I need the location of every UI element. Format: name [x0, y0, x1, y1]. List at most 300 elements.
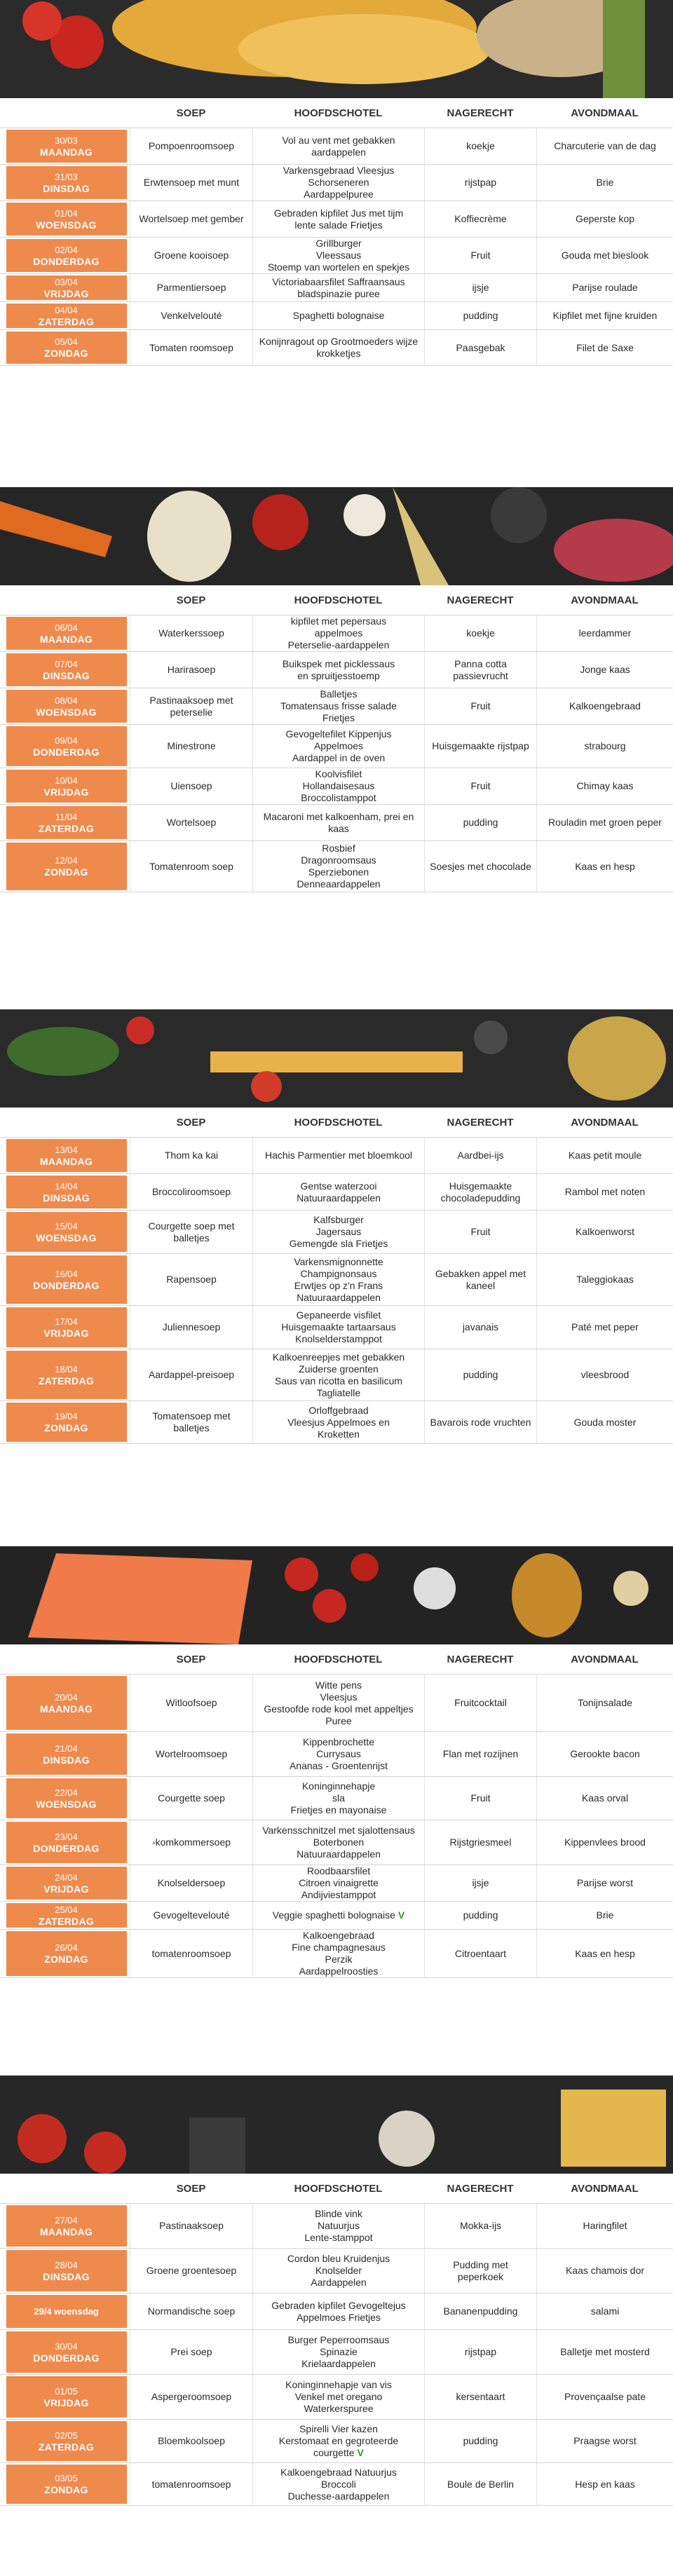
main-dish-text: Aardappelpuree	[304, 189, 374, 200]
main-dish-line	[314, 740, 363, 752]
main-dish-cell	[252, 1306, 424, 1349]
day-date: 12/04	[55, 855, 78, 866]
main-dish-line	[279, 2435, 398, 2447]
dessert-cell: Soesjes met chocolade	[424, 841, 536, 892]
main-dish-line	[274, 207, 403, 219]
main-dish-line	[287, 1417, 390, 1429]
main-dish-line	[299, 1363, 379, 1375]
main-dish-text: courgette	[313, 2447, 355, 2458]
day-name: VRIJDAG	[43, 2397, 89, 2408]
main-header: HOOFDSCHOTEL	[294, 594, 383, 606]
main-dish-text: Citroen vinaigrette	[299, 1877, 379, 1888]
day-cell	[0, 2375, 130, 2419]
main-dish-line	[265, 1150, 412, 1161]
main-dish-text: Macaroni met kalkoenham, prei en kaas	[263, 810, 414, 834]
main-dish-line	[308, 1405, 368, 1417]
main-dish-text: Tomatensaus frisse salade	[280, 700, 397, 711]
main-dish-text: Schorseneren	[308, 177, 369, 188]
food-banner	[0, 1009, 673, 1108]
main-dish-text: Venkel met oregano	[294, 2391, 383, 2402]
main-dish-cell	[252, 1820, 424, 1865]
day-name: DINSDAG	[43, 2270, 90, 2282]
day-name: ZONDAG	[44, 348, 88, 359]
menu-row	[0, 2248, 673, 2293]
evening-header: AVONDMAAL	[571, 107, 639, 119]
main-dish-line	[308, 177, 369, 189]
main-dish-line	[316, 1226, 362, 1238]
main-dish-text: Gevogeltefilet Kippenjus	[285, 728, 392, 740]
soup-cell: -komkommersoep	[130, 1820, 252, 1865]
main-dish-line	[317, 1387, 360, 1399]
day-name: VRIJDAG	[43, 1327, 89, 1339]
menu-row	[0, 840, 673, 892]
day-name: VRIJDAG	[43, 287, 89, 299]
evening-meal-cell: Kaas en hesp	[536, 841, 673, 892]
day-cell	[0, 2330, 130, 2374]
day-name: ZONDAG	[44, 1954, 88, 1965]
main-dish-text: Kalkoengebraad Natuurjus	[280, 2466, 397, 2478]
day-name: MAANDAG	[39, 1155, 93, 1167]
main-dish-text: Victoriabaarsfilet Saffraansaus	[272, 275, 405, 287]
main-dish-text: Champignonsaus	[300, 1267, 377, 1279]
evening-meal-cell: Gouda moster	[536, 1401, 673, 1443]
soup-cell: Aspergeroomsoep	[130, 2375, 252, 2419]
soup-cell: Rapensoep	[130, 1254, 252, 1305]
main-dish-line	[322, 712, 355, 724]
main-dish-line	[257, 811, 420, 835]
main-dish-line	[315, 2265, 362, 2277]
main-dish-text: Koninginnehapje	[301, 1780, 376, 1792]
main-dish-line	[320, 1691, 358, 1703]
main-dish-text: Natuuraardappelen	[297, 1192, 381, 1204]
soup-cell: Pastinaaksoep met peterselie	[130, 688, 252, 724]
day-date: 18/04	[55, 1363, 78, 1375]
evening-meal-cell: Kaas orval	[536, 1777, 673, 1820]
main-dish-cell	[252, 238, 424, 273]
day-date: 15/04	[55, 1220, 78, 1232]
main-dish-text: Witte pens	[315, 1679, 362, 1691]
evening-meal-cell: Kaas chamois dor	[536, 2249, 673, 2293]
day-name: WOENSDAG	[36, 706, 97, 718]
day-date: 05/04	[55, 336, 78, 347]
main-dish-cell	[252, 805, 424, 840]
soup-cell: Groene kooisoep	[130, 238, 252, 273]
main-dish-line	[301, 854, 376, 866]
day-cell	[0, 652, 130, 688]
main-dish-line	[280, 2467, 397, 2479]
soup-cell: Aardappel-preisoep	[130, 1349, 252, 1401]
day-name: DINSDAG	[43, 1754, 90, 1766]
soup-cell: Parmentiersoep	[130, 274, 252, 301]
main-dish-line	[302, 1780, 375, 1792]
main-dish-line	[304, 189, 374, 200]
main-dish-text: Natuuraardappelen	[297, 1848, 381, 1860]
main-dish-line	[307, 1865, 370, 1877]
day-badge	[6, 2331, 127, 2373]
dessert-header: NAGERECHT	[447, 1116, 514, 1129]
dessert-cell: ijsje	[424, 274, 536, 301]
day-cell	[0, 1820, 130, 1865]
main-dish-line	[315, 1679, 362, 1691]
main-dish-text: Huisgemaakte tartaarsaus	[281, 1321, 396, 1333]
food-banner	[0, 1546, 673, 1644]
dessert-cell: Fruit	[424, 1211, 536, 1253]
main-dish-line	[311, 2277, 366, 2289]
main-dish-cell	[252, 725, 424, 768]
header-row	[0, 1108, 673, 1137]
day-date: 17/04	[55, 1316, 78, 1327]
soup-cell: tomatenroomsoep	[130, 1930, 252, 1977]
evening-meal-cell: Haringfilet	[536, 2204, 673, 2248]
day-cell	[0, 2249, 130, 2293]
day-date: 23/04	[55, 1831, 78, 1842]
soup-header: SOEP	[176, 594, 206, 606]
week-table	[0, 1644, 673, 1978]
menu-row	[0, 651, 673, 688]
evening-meal-cell: Filet de Saxe	[536, 330, 673, 365]
day-badge	[6, 239, 127, 272]
day-name: ZATERDAG	[38, 315, 95, 327]
day-date: 03/05	[55, 2473, 78, 2483]
vegetarian-check-icon: V	[357, 2447, 364, 2458]
main-dish-text: Gebraden kipfilet Jus met tijm	[273, 207, 404, 219]
dessert-cell: pudding	[424, 2420, 536, 2462]
main-dish-text: Blinde vink	[315, 2208, 362, 2219]
main-dish-text: sla	[332, 1792, 345, 1804]
dessert-header: NAGERECHT	[447, 2182, 514, 2195]
soup-cell: Uiensoep	[130, 768, 252, 804]
soup-cell: Gevogeltevelouté	[130, 1902, 252, 1929]
dessert-cell: Bananenpudding	[424, 2294, 536, 2329]
main-dish-text: Kroketten	[318, 1428, 360, 1440]
vegetarian-check-icon: V	[397, 1909, 405, 1921]
day-date: 06/04	[55, 622, 78, 633]
day-date: 11/04	[55, 811, 78, 822]
evening-header: AVONDMAAL	[571, 594, 639, 606]
day-badge	[6, 1175, 127, 1208]
day-badge	[6, 1212, 127, 1252]
day-badge	[6, 2465, 127, 2504]
menu-row	[0, 1253, 673, 1305]
dessert-header: NAGERECHT	[447, 594, 514, 606]
main-dish-text: Gentse waterzooi	[300, 1180, 377, 1192]
day-badge	[6, 1307, 127, 1347]
main-dish-cell	[252, 1174, 424, 1210]
soup-cell: Minestrone	[130, 725, 252, 768]
soup-cell: Groene groentesoep	[130, 2249, 252, 2293]
day-badge	[6, 1139, 127, 1172]
dessert-cell: Fruit	[424, 768, 536, 804]
main-dish-line	[294, 1256, 383, 1268]
main-dish-text: Varkensschnitzel met sjalottensaus	[262, 1825, 415, 1836]
main-dish-line	[299, 1877, 379, 1889]
menu-row	[0, 1210, 673, 1253]
day-cell	[0, 1254, 130, 1305]
day-name: VRIJDAG	[43, 786, 89, 798]
main-dish-text: Appelmoes Frietjes	[297, 2311, 381, 2323]
day-name: DONDERDAG	[33, 2352, 100, 2364]
main-header: HOOFDSCHOTEL	[294, 2182, 383, 2195]
day-badge	[6, 2295, 127, 2328]
day-cell	[0, 1349, 130, 1401]
main-dish-text: kipfilet met pepersaus	[290, 615, 387, 627]
main-dish-line	[320, 688, 358, 700]
day-badge	[6, 275, 127, 300]
dessert-cell: Fruit	[424, 688, 536, 724]
dessert-cell: pudding	[424, 1902, 536, 1929]
menu-row	[0, 1731, 673, 1776]
evening-meal-cell: vleesbrood	[536, 1349, 673, 1401]
menu-row	[0, 2293, 673, 2329]
soup-cell: Tomatenroom soep	[130, 841, 252, 892]
main-dish-text: Koninginnehapje van vis	[285, 2379, 392, 2390]
week-table	[0, 98, 673, 366]
main-dish-text: Burger Peperroomsaus	[287, 2334, 390, 2345]
main-dish-line	[316, 1748, 361, 1760]
main-dish-cell	[252, 615, 424, 651]
day-cell	[0, 165, 130, 200]
main-dish-cell	[252, 1675, 424, 1731]
main-dish-cell	[252, 1138, 424, 1173]
main-dish-text: Andijviestamppot	[301, 1889, 376, 1900]
day-badge	[6, 1778, 127, 1818]
main-dish-text: Frietjes	[322, 712, 355, 723]
dessert-cell: Flan met rozijnen	[424, 1732, 536, 1776]
main-dish-line	[315, 627, 363, 639]
dessert-cell: Huisgemaakte chocoladepudding	[424, 1174, 536, 1210]
main-dish-text: Aardappel in de oven	[292, 752, 386, 763]
dessert-header: NAGERECHT	[447, 107, 514, 119]
main-dish-line	[316, 348, 360, 360]
main-dish-line	[286, 728, 392, 740]
day-name: DONDERDAG	[33, 1279, 100, 1291]
main-dish-cell	[252, 1930, 424, 1977]
main-dish-line	[318, 1429, 360, 1440]
day-date: 02/05	[55, 2430, 78, 2441]
main-dish-line	[273, 1909, 405, 1921]
day-name: ZATERDAG	[38, 2441, 95, 2453]
main-dish-line	[287, 2253, 390, 2265]
day-name: DONDERDAG	[33, 746, 100, 758]
day-name: MAANDAG	[39, 1703, 93, 1715]
main-dish-line	[292, 752, 385, 764]
day-cell	[0, 1138, 130, 1173]
day-cell	[0, 2294, 130, 2329]
day-badge	[6, 332, 127, 364]
day-badge	[6, 843, 127, 890]
main-dish-cell	[252, 652, 424, 688]
main-dish-line	[291, 615, 386, 627]
day-cell	[0, 201, 130, 237]
day-cell	[0, 330, 130, 365]
main-dish-text: Waterkerspuree	[304, 2403, 374, 2414]
main-dish-line	[268, 261, 409, 273]
evening-meal-cell: Brie	[536, 165, 673, 200]
main-dish-text: Vleesjus	[320, 1691, 358, 1703]
menu-row	[0, 2374, 673, 2419]
soup-header: SOEP	[176, 2182, 206, 2195]
main-dish-text: Kippenbrochette	[303, 1736, 374, 1747]
main-dish-text: Rosbief	[322, 843, 355, 854]
day-name: ZONDAG	[44, 1422, 88, 1433]
evening-meal-cell: Chimay kaas	[536, 768, 673, 804]
main-dish-text: Roodbaarsfilet	[306, 1865, 371, 1876]
evening-meal-cell: Geperste kop	[536, 201, 673, 237]
dessert-cell: Rijstgriesmeel	[424, 1820, 536, 1865]
header-row	[0, 1644, 673, 1674]
day-cell	[0, 805, 130, 840]
main-dish-cell	[252, 274, 424, 301]
evening-header: AVONDMAAL	[571, 1653, 639, 1665]
week-table	[0, 2174, 673, 2506]
day-cell	[0, 1174, 130, 1210]
main-dish-cell	[252, 2294, 424, 2329]
main-dish-line	[297, 1192, 381, 1204]
evening-meal-cell: Provençaalse pate	[536, 2375, 673, 2419]
main-dish-line	[295, 2391, 383, 2403]
day-date: 08/04	[55, 695, 78, 706]
menu-row	[0, 768, 673, 804]
main-dish-line	[290, 1238, 388, 1250]
main-dish-line	[322, 843, 355, 854]
main-dish-text: Lente-stamppot	[304, 2232, 373, 2243]
day-cell	[0, 1675, 130, 1731]
day-cell	[0, 1865, 130, 1901]
evening-meal-cell: Taleggiokaas	[536, 1254, 673, 1305]
day-name: DINSDAG	[43, 182, 90, 194]
main-dish-line	[285, 2379, 392, 2391]
day-cell	[0, 2463, 130, 2505]
main-dish-text: Duchesse-aardappelen	[287, 2490, 390, 2502]
main-dish-line	[308, 866, 369, 878]
main-dish-line	[294, 1280, 383, 1292]
main-dish-line	[299, 1965, 379, 1977]
main-dish-line	[288, 2490, 390, 2502]
main-dish-text: appelmoes	[314, 627, 363, 639]
main-dish-cell	[252, 1732, 424, 1776]
main-dish-text: Puree	[325, 1715, 352, 1726]
main-dish-cell	[252, 128, 424, 164]
main-dish-line	[257, 135, 420, 158]
main-dish-text: Tagliatelle	[316, 1386, 361, 1398]
day-date: 04/04	[55, 304, 78, 315]
evening-header: AVONDMAAL	[571, 2182, 639, 2195]
main-dish-line	[259, 336, 418, 348]
main-dish-text: Vleesjus Appelmoes en	[287, 1416, 390, 1428]
evening-meal-cell: Kalkoenworst	[536, 1211, 673, 1253]
main-dish-text: Ananas - Groentenrijst	[289, 1760, 388, 1771]
main-dish-line	[301, 1889, 376, 1901]
main-dish-text: Hachis Parmentier met bloemkool	[264, 1150, 413, 1161]
day-cell	[0, 238, 130, 273]
soup-cell: Broccoliroomsoep	[130, 1174, 252, 1210]
soup-cell: Wortelsoep	[130, 805, 252, 840]
day-cell	[0, 1211, 130, 1253]
main-dish-text: Natuurjus	[318, 2220, 360, 2231]
food-banner	[0, 487, 673, 585]
main-dish-line	[297, 878, 380, 890]
soup-header: SOEP	[176, 1116, 206, 1129]
day-cell	[0, 2204, 130, 2248]
main-dish-cell	[252, 2204, 424, 2248]
main-dish-line	[301, 792, 376, 804]
main-dish-line	[320, 2346, 358, 2358]
dessert-cell: Fruitcocktail	[424, 1675, 536, 1731]
day-date: 29/4 woensdag	[34, 2305, 99, 2317]
main-dish-cell	[252, 2249, 424, 2293]
food-banner	[0, 2076, 673, 2174]
dessert-cell: kersentaart	[424, 2375, 536, 2419]
soup-cell: Harirasoep	[130, 652, 252, 688]
menu-row	[0, 2462, 673, 2506]
dessert-cell: Bavarois rode vruchten	[424, 1401, 536, 1443]
main-dish-text: Perzik	[325, 1954, 353, 1965]
main-dish-line	[299, 2423, 378, 2435]
day-name: MAANDAG	[39, 633, 93, 645]
soup-cell: Venkelvelouté	[130, 302, 252, 329]
main-dish-text: Sperziebonen	[308, 866, 369, 878]
main-dish-text: Zuiderse groenten	[299, 1363, 379, 1375]
main-dish-text: Kalkoenreepjes met gebakken	[272, 1351, 405, 1363]
evening-meal-cell: Tonijnsalade	[536, 1675, 673, 1731]
main-dish-line	[275, 1375, 402, 1387]
day-name: DONDERDAG	[33, 1842, 100, 1854]
main-dish-text: Spirelli Vier kazen	[299, 2423, 378, 2434]
dessert-cell: Mokka-ijs	[424, 2204, 536, 2248]
day-badge	[6, 2250, 127, 2291]
main-dish-text: Spaghetti bolognaise	[292, 310, 385, 321]
main-header: HOOFDSCHOTEL	[294, 1116, 383, 1129]
main-dish-text: bladspinazie puree	[297, 287, 380, 299]
day-badge	[6, 770, 127, 803]
dessert-cell: javanais	[424, 1306, 536, 1349]
main-dish-text: Aardappelen	[311, 2277, 367, 2288]
main-dish-line	[288, 639, 390, 651]
menu-row	[0, 1820, 673, 1865]
dessert-cell: Paasgebak	[424, 330, 536, 365]
main-dish-line	[293, 310, 385, 322]
day-date: 01/04	[55, 207, 78, 219]
header-row	[0, 98, 673, 128]
day-date: 01/05	[55, 2385, 78, 2397]
main-dish-line	[303, 1930, 374, 1942]
main-dish-text: Natuuraardappelen	[297, 1291, 381, 1303]
main-dish-line	[315, 768, 362, 780]
day-name: ZATERDAG	[38, 822, 95, 834]
main-dish-cell	[252, 1211, 424, 1253]
main-dish-cell	[252, 1777, 424, 1820]
main-dish-text: Stoemp van wortelen en spekjes	[267, 261, 410, 273]
day-cell	[0, 1732, 130, 1776]
day-badge	[6, 2376, 127, 2418]
main-dish-text: Hollandaisesaus	[302, 780, 375, 791]
main-dish-line	[301, 2358, 376, 2370]
dessert-cell: rijstpap	[424, 2330, 536, 2374]
main-dish-cell	[252, 688, 424, 724]
main-dish-line	[264, 1703, 413, 1715]
evening-header: AVONDMAAL	[571, 1116, 639, 1129]
day-badge	[6, 2205, 127, 2247]
main-dish-line	[318, 2220, 360, 2232]
main-dish-text: Kerstomaat en gegroteerde	[278, 2435, 399, 2446]
dessert-cell: pudding	[424, 805, 536, 840]
main-dish-text: Peterselie-aardappelen	[287, 639, 390, 650]
dessert-cell: koekje	[424, 128, 536, 164]
day-name: ZATERDAG	[38, 1915, 95, 1927]
day-cell	[0, 615, 130, 651]
day-date: 26/04	[55, 1942, 78, 1953]
main-dish-cell	[252, 1401, 424, 1443]
